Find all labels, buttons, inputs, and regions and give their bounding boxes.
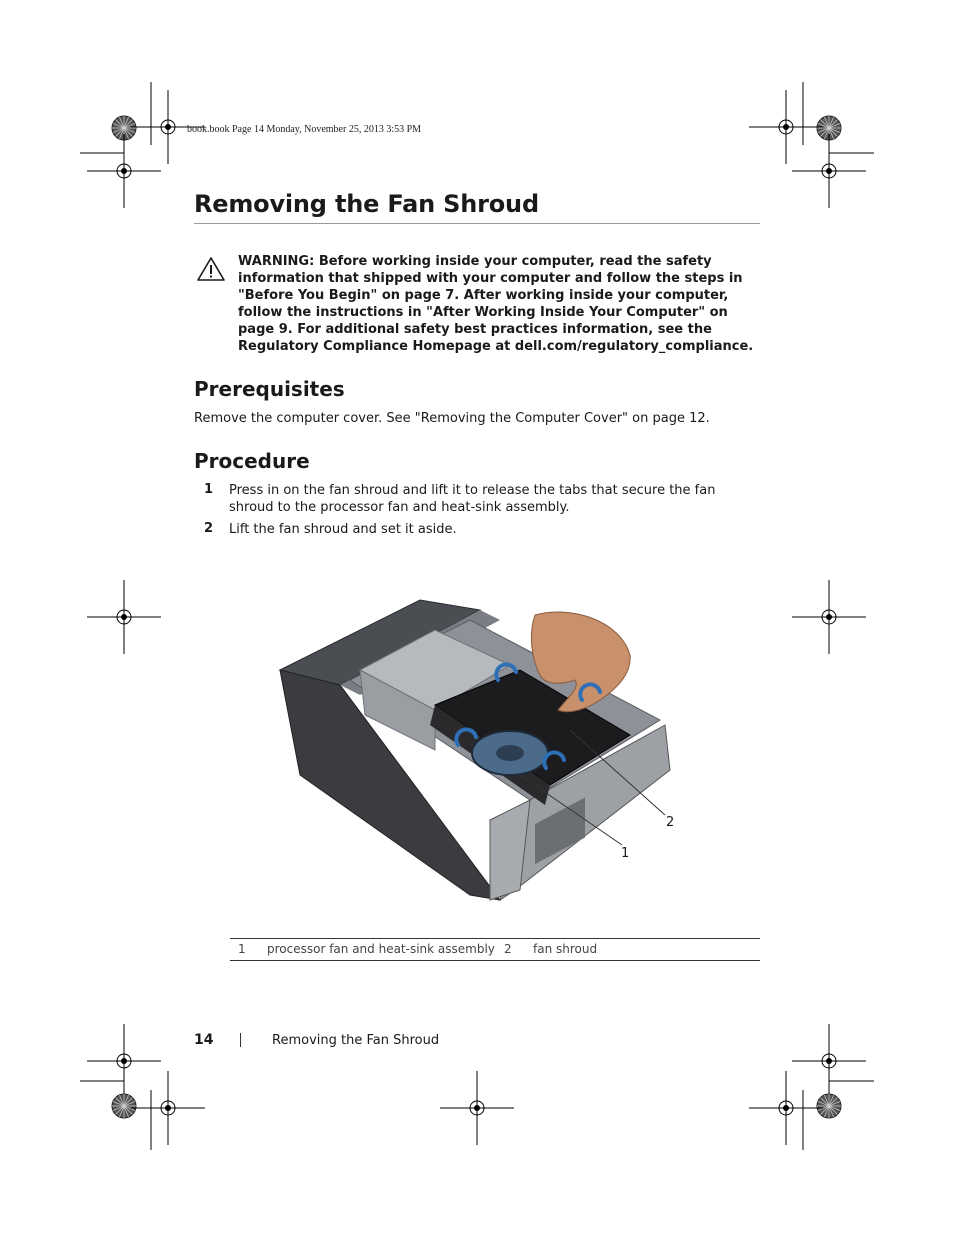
footer-section-title: Removing the Fan Shroud (272, 1033, 440, 1048)
legend-number: 1 (238, 942, 246, 956)
title-rule (194, 223, 760, 224)
prerequisites-text: Remove the computer cover. See "Removing the Computer Cover" on page 12. (194, 411, 710, 426)
callout-1: 1 (621, 846, 630, 861)
warning-text: WARNING: Before working inside your computer, read the safety information that shipped with your computer and follow the steps in "Before You Begin" on page 7. After working inside your computer, follow the instructions in "After Working Inside Your Computer" on page 9. For additional safety best practices information, see the Regulatory Compliance Homepage at dell.com/regulatory_compliance. (238, 254, 754, 354)
printer-header: book.book Page 14 Monday, November 25, 2013 3:53 PM (187, 124, 422, 135)
page-number: 14 (194, 1032, 214, 1048)
step-number: 2 (204, 521, 214, 536)
warning-triangle-icon (196, 256, 226, 282)
step-text: Press in on the fan shroud and lift it to release the tabs that secure the fan shroud to the processor fan and heat-sink assembly. (229, 483, 716, 515)
fan-shroud-illustration (270, 590, 690, 910)
procedure-heading: Procedure (194, 449, 310, 473)
legend-label: processor fan and heat-sink assembly (267, 942, 495, 956)
step-number: 1 (204, 482, 214, 497)
prerequisites-heading: Prerequisites (194, 377, 345, 401)
footer-divider (240, 1033, 241, 1047)
page-title: Removing the Fan Shroud (194, 190, 539, 218)
legend-label: fan shroud (533, 942, 598, 956)
step-text: Lift the fan shroud and set it aside. (229, 522, 457, 537)
legend-number: 2 (504, 942, 512, 956)
legend-bottom-rule (230, 960, 760, 961)
legend-top-rule (230, 938, 760, 939)
callout-2: 2 (666, 815, 675, 830)
